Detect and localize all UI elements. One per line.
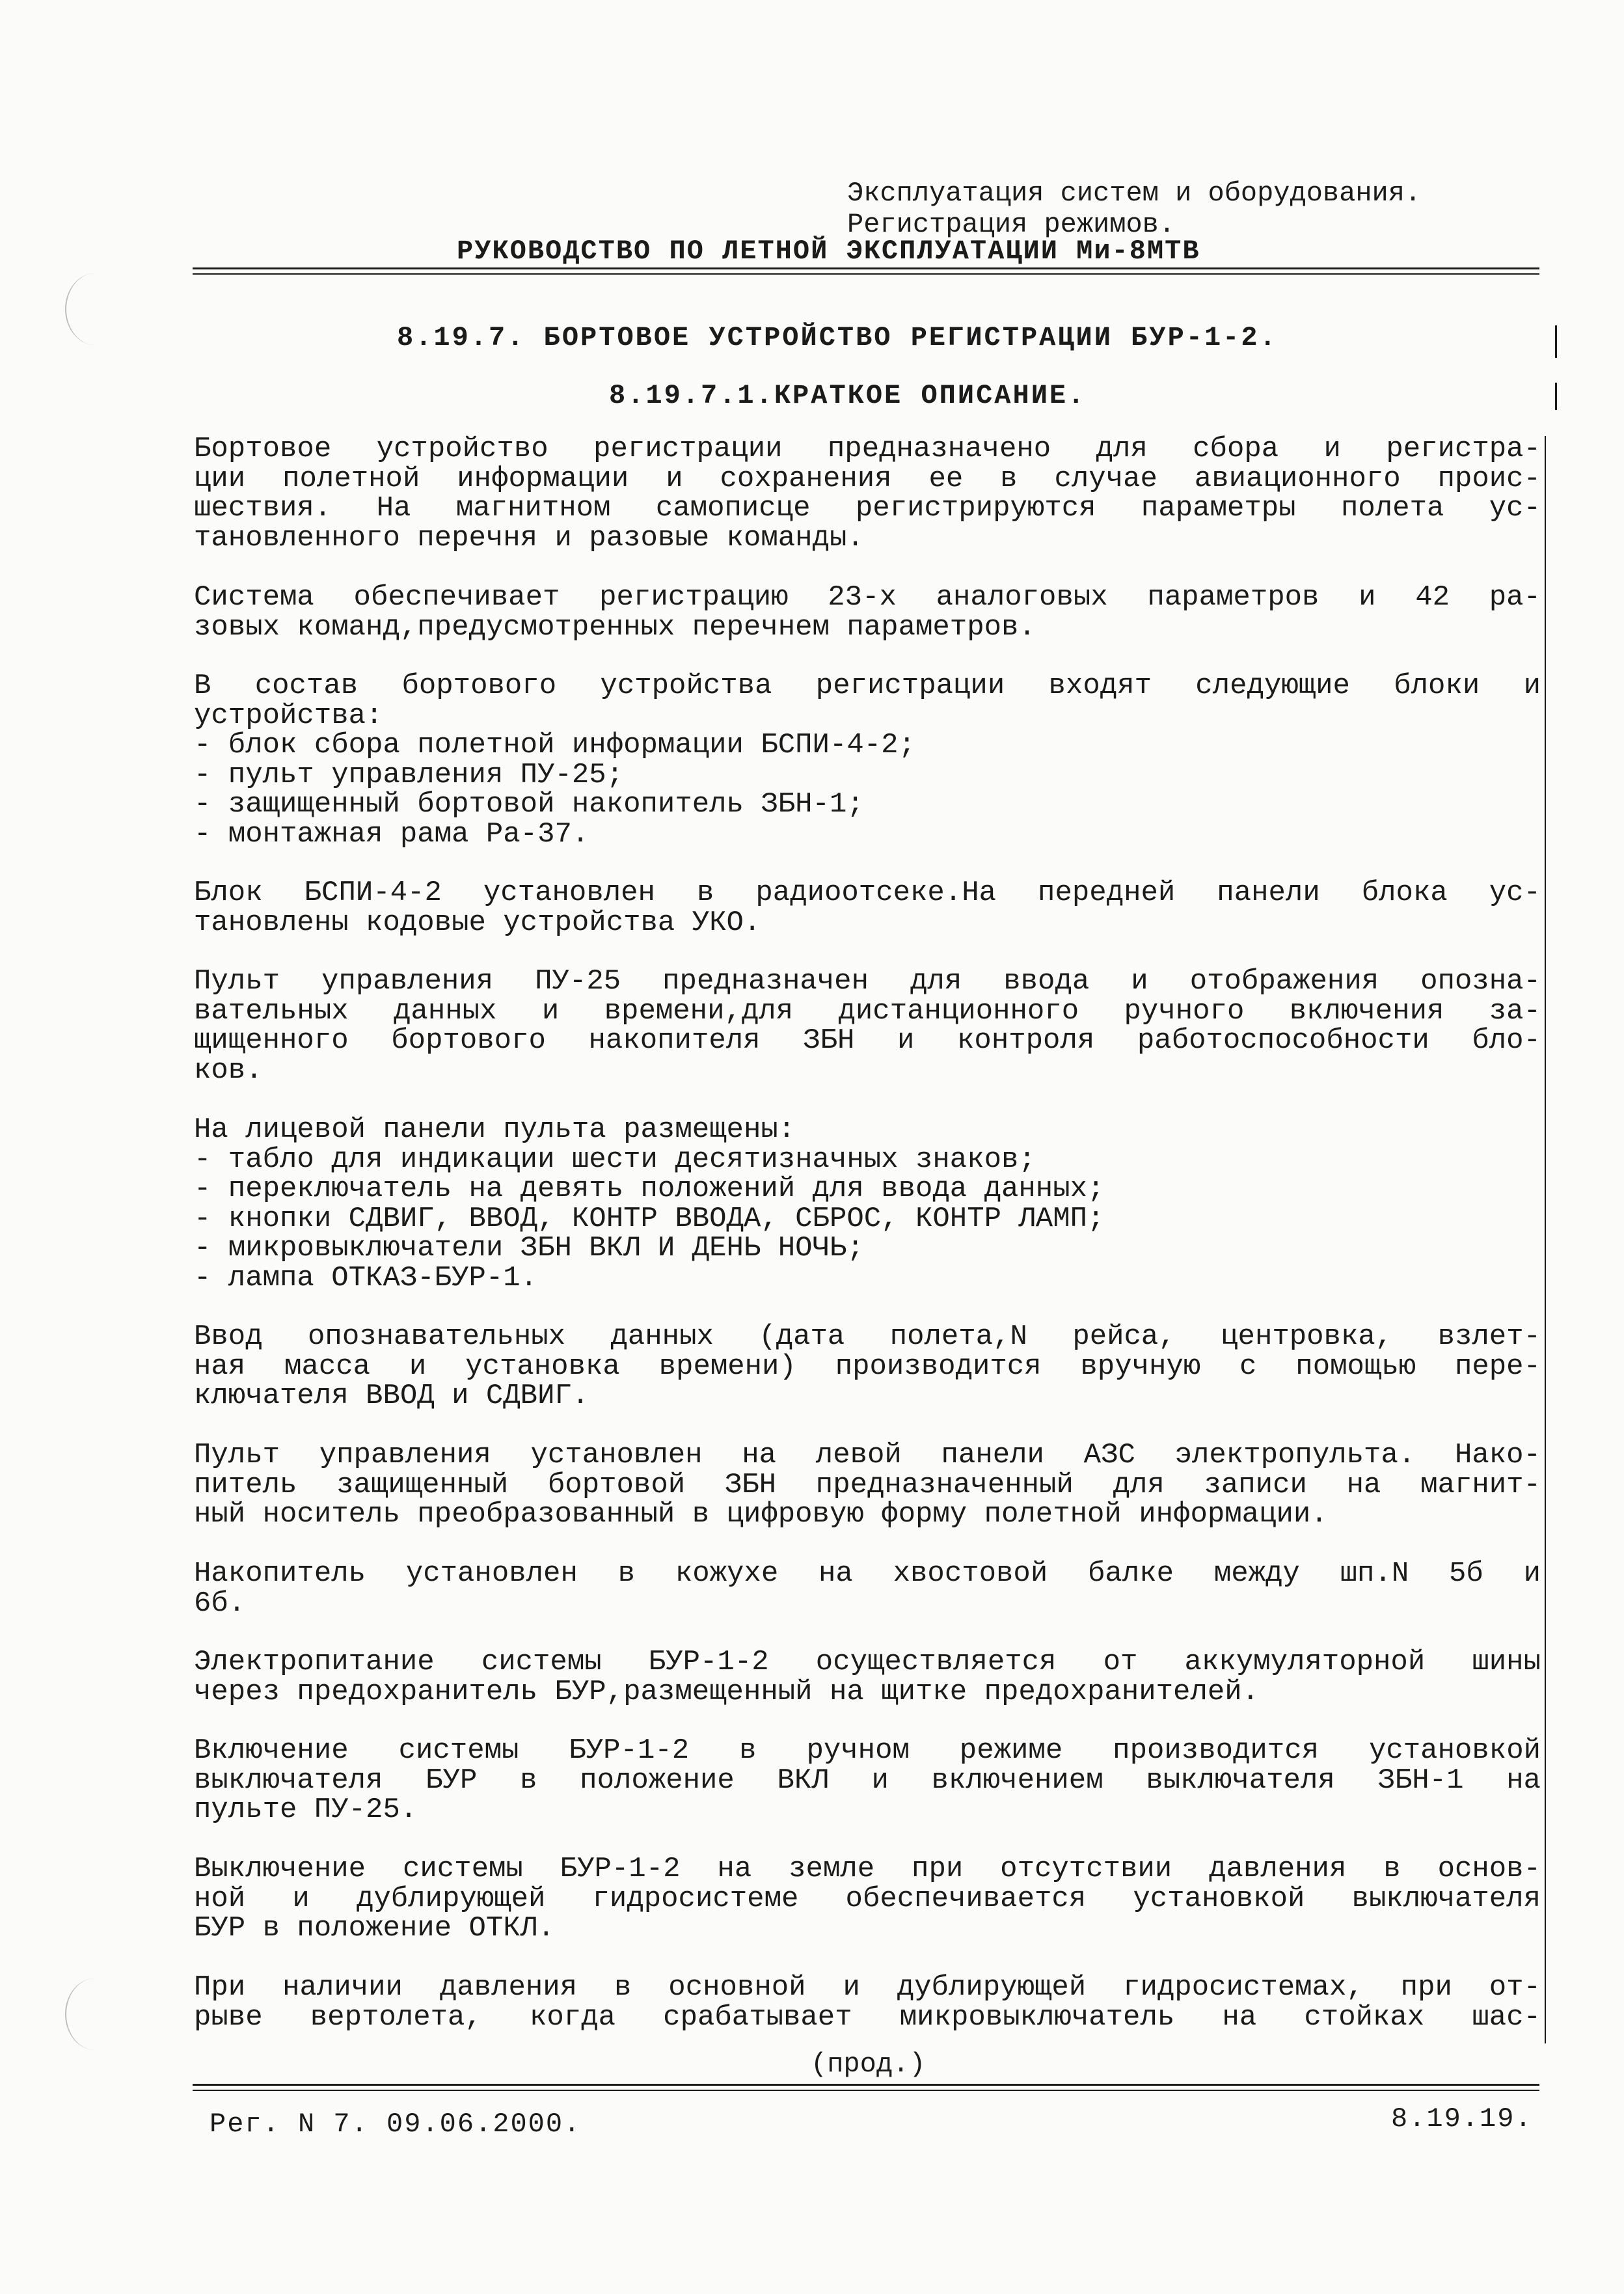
text-line: В состав бортового устройства регистрации входят следующие блоки и [194,670,1541,702]
list-item: - блок сбора полетной информации БСПИ-4-2; [194,729,915,761]
footer-registration: Рег. N 7. 09.06.2000. [210,2109,582,2140]
list-item: - защищенный бортовой накопитель ЗБН-1; [194,788,864,821]
text-line: рыве вертолета, когда срабатывает микровыключатель на стойках шас- [194,2000,1541,2034]
header-subtitle-1: Эксплуатация систем и оборудования. [847,178,1422,209]
paragraph-3 [194,672,1541,849]
text-line: Пульт управления установлен на левой панели АЗС электропульта. Нако- [194,1439,1541,1471]
paragraph-12 [194,1855,1541,1944]
header-rule-1 [193,267,1539,269]
paragraph-7 [194,1322,1541,1412]
paragraph-5 [194,967,1541,1086]
text-line: 6б. [194,1587,246,1620]
list-item: - монтажная рама Ра-37. [194,817,589,851]
section-heading: 8.19.7. БОРТОВОЕ УСТРОЙСТВО РЕГИСТРАЦИИ БУР-1-2. [397,322,1278,353]
text-line: ключателя ВВОД и СДВИГ. [194,1380,589,1412]
change-bar-2 [1555,383,1557,410]
paragraph-2 [194,583,1541,642]
text-line: Система обеспечивает регистрацию 23-х аналоговых параметров и 42 ра- [194,581,1541,614]
text-line: ции полетной информации и сохранения ее в случае авиационного проис- [194,462,1541,495]
paragraph-9 [194,1559,1541,1618]
paragraph-8 [194,1441,1541,1530]
text-line: вательных данных и времени,для дистанционного ручного включения за- [194,994,1541,1028]
change-bar-1 [1555,325,1557,358]
text-line: устройства: [194,699,383,732]
header-subtitle-2: Регистрация режимов. [847,209,1176,240]
list-item: - микровыключатели ЗБН ВКЛ И ДЕНЬ НОЧЬ; [194,1232,864,1264]
text-line: шествия. На магнитном самописце регистрируются параметры полета ус- [194,492,1541,525]
text-line: питель защищенный бортовой ЗБН предназначенный для записи на магнит- [194,1468,1541,1501]
header-rule-2 [193,273,1539,275]
list-item: - переключатель на девять положений для ввода данных; [194,1173,1105,1205]
footer-rule-1 [193,2084,1539,2086]
paragraph-4 [194,879,1541,938]
text-line: На лицевой панели пульта размещены: [194,1113,796,1146]
text-line: Ввод опознавательных данных (дата полета,N рейса, центровка, взлет- [194,1320,1541,1353]
paragraph-1 [194,435,1541,553]
text-line: тановлены кодовые устройства УКО. [194,906,761,939]
text-line: ной и дублирующей гидросистеме обеспечивается установкой выключателя [194,1882,1541,1915]
paragraph-13 [194,1973,1541,2032]
text-line: тановленного перечня и разовые команды. [194,521,864,554]
text-line: пульте ПУ-25. [194,1794,418,1826]
text-line: ный носитель преобразованный в цифровую форму полетной информации. [194,1498,1328,1531]
list-item: - пульт управления ПУ-25; [194,758,624,791]
paragraph-6 [194,1115,1541,1293]
text-line: Бортовое устройство регистрации предназначено для сбора и регистра- [194,433,1541,465]
list-item: - лампа ОТКАЗ-БУР-1. [194,1261,538,1294]
text-frame-right-edge [1545,436,1546,2043]
text-line: Электропитание системы БУР-1-2 осуществляется от аккумуляторной шины [194,1646,1541,1678]
text-line: При наличии давления в основной и дублирующей гидросистемах, при от- [194,1971,1541,2004]
footer-page-number: 8.19.19. [1391,2103,1533,2135]
footer-rule-2 [193,2090,1539,2091]
subsection-heading: 8.19.7.1.КРАТКОЕ ОПИСАНИЕ. [609,380,1087,411]
text-line: ков. [194,1054,263,1087]
paragraph-10 [194,1648,1541,1707]
binder-hole-top [65,273,125,345]
text-line: Включение системы БУР-1-2 в ручном режиме производится установкой [194,1734,1541,1767]
text-line: Блок БСПИ-4-2 установлен в радиоотсеке.На передней панели блока ус- [194,877,1541,909]
binder-hole-bottom [65,1978,125,2050]
list-item: - табло для индикации шести десятизначных знаков; [194,1143,1036,1176]
continuation-mark: (прод.) [811,2049,926,2080]
text-line: через предохранитель БУР,размещенный на щитке предохранителей. [194,1675,1260,1708]
text-line: щищенного бортового накопителя ЗБН и контроля работоспособности бло- [194,1024,1541,1057]
text-line: Выключение системы БУР-1-2 на земле при отсутствии давления в основ- [194,1853,1541,1885]
text-line: ная масса и установка времени) производится вручную с помощью пере- [194,1350,1541,1383]
paragraph-11 [194,1736,1541,1825]
text-line: Пульт управления ПУ-25 предназначен для ввода и отображения опозна- [194,965,1541,998]
header-main-title: РУКОВОДСТВО ПО ЛЕТНОЙ ЭКСПЛУАТАЦИИ Ми-8МТВ [457,236,1200,267]
list-item: - кнопки СДВИГ, ВВОД, КОНТР ВВОДА, СБРОС, КОНТР ЛАМП; [194,1202,1105,1235]
text-line: зовых команд,предусмотренных перечнем параметров. [194,610,1036,644]
text-line: Накопитель установлен в кожухе на хвостовой балке между шп.N 5б и [194,1557,1541,1590]
text-line: БУР в положение ОТКЛ. [194,1912,555,1945]
text-line: выключателя БУР в положение ВКЛ и включением выключателя ЗБН-1 на [194,1764,1541,1797]
